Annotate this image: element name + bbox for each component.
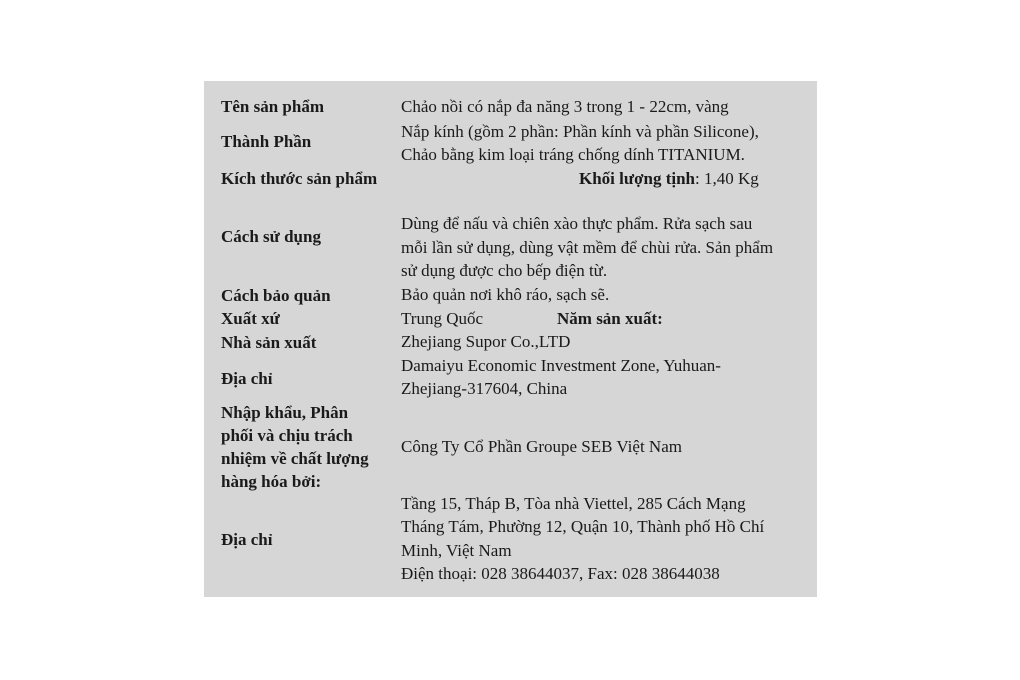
label-dia-chi-2: Địa chỉ — [221, 530, 273, 549]
value-khoi-luong — [579, 167, 759, 191]
label-nhap-khau-line-3: nhiệm về chất lượng — [221, 449, 369, 468]
label-dia-chi-1: Địa chỉ — [221, 369, 273, 388]
value-thanh-phan-line-1: Nắp kính (gồm 2 phần: Phần kính và phần Silicone), — [401, 122, 759, 141]
value-cach-su-dung-line-1: Dùng để nấu và chiên xào thực phẩm. Rửa sạch sau — [401, 214, 753, 233]
value-dia-chi-1-line-1: Damaiyu Economic Investment Zone, Yuhuan- — [401, 356, 721, 375]
label-cach-bao-quan: Cách bảo quản — [221, 286, 331, 305]
weight-value: : 1,40 Kg — [695, 169, 759, 188]
label-ten-san-pham: Tên sản phẩm — [221, 97, 324, 116]
value-nhap-khau: Công Ty Cổ Phần Groupe SEB Việt Nam — [401, 437, 682, 456]
value-dia-chi-2-line-1: Tầng 15, Tháp B, Tòa nhà Viettel, 285 Cách Mạng — [401, 494, 746, 513]
value-ten-san-pham: Chảo nồi có nắp đa năng 3 trong 1 - 22cm, vàng — [401, 97, 729, 116]
weight-label: Khối lượng tịnh — [579, 169, 695, 188]
value-dien-thoai-fax: Điện thoại: 028 38644037, Fax: 028 38644038 — [401, 564, 720, 583]
label-thanh-phan: Thành Phần — [221, 132, 312, 151]
label-nha-san-xuat: Nhà sản xuất — [221, 333, 317, 352]
product-info-card — [204, 81, 817, 597]
label-nhap-khau-line-2: phối và chịu trách — [221, 426, 353, 445]
value-dia-chi-2-line-2: Tháng Tám, Phường 12, Quận 10, Thành phố Hồ Chí — [401, 517, 765, 536]
value-thanh-phan-line-2: Chảo bằng kim loại tráng chống dính TITANIUM. — [401, 145, 745, 164]
value-cach-su-dung-line-3: sử dụng được cho bếp điện từ. — [401, 261, 608, 280]
value-dia-chi-1-line-2: Zhejiang-317604, China — [401, 379, 568, 398]
value-cach-su-dung-line-2: mỗi lần sử dụng, dùng vật mềm để chùi rửa. Sản phẩm — [401, 238, 774, 257]
label-xuat-xu: Xuất xứ — [221, 309, 280, 328]
label-cach-su-dung: Cách sử dụng — [221, 227, 321, 246]
label-kich-thuoc: Kích thước sản phẩm — [221, 169, 378, 188]
value-nha-san-xuat: Zhejiang Supor Co.,LTD — [401, 332, 571, 351]
label-nhap-khau-line-1: Nhập khẩu, Phân — [221, 403, 349, 422]
label-nam-san-xuat: Năm sản xuất: — [557, 309, 663, 328]
value-xuat-xu: Trung Quốc — [401, 309, 484, 328]
value-cach-bao-quan: Bảo quản nơi khô ráo, sạch sẽ. — [401, 285, 610, 304]
value-dia-chi-2-line-3: Minh, Việt Nam — [401, 541, 512, 560]
label-nhap-khau-line-4: hàng hóa bởi: — [221, 472, 322, 491]
